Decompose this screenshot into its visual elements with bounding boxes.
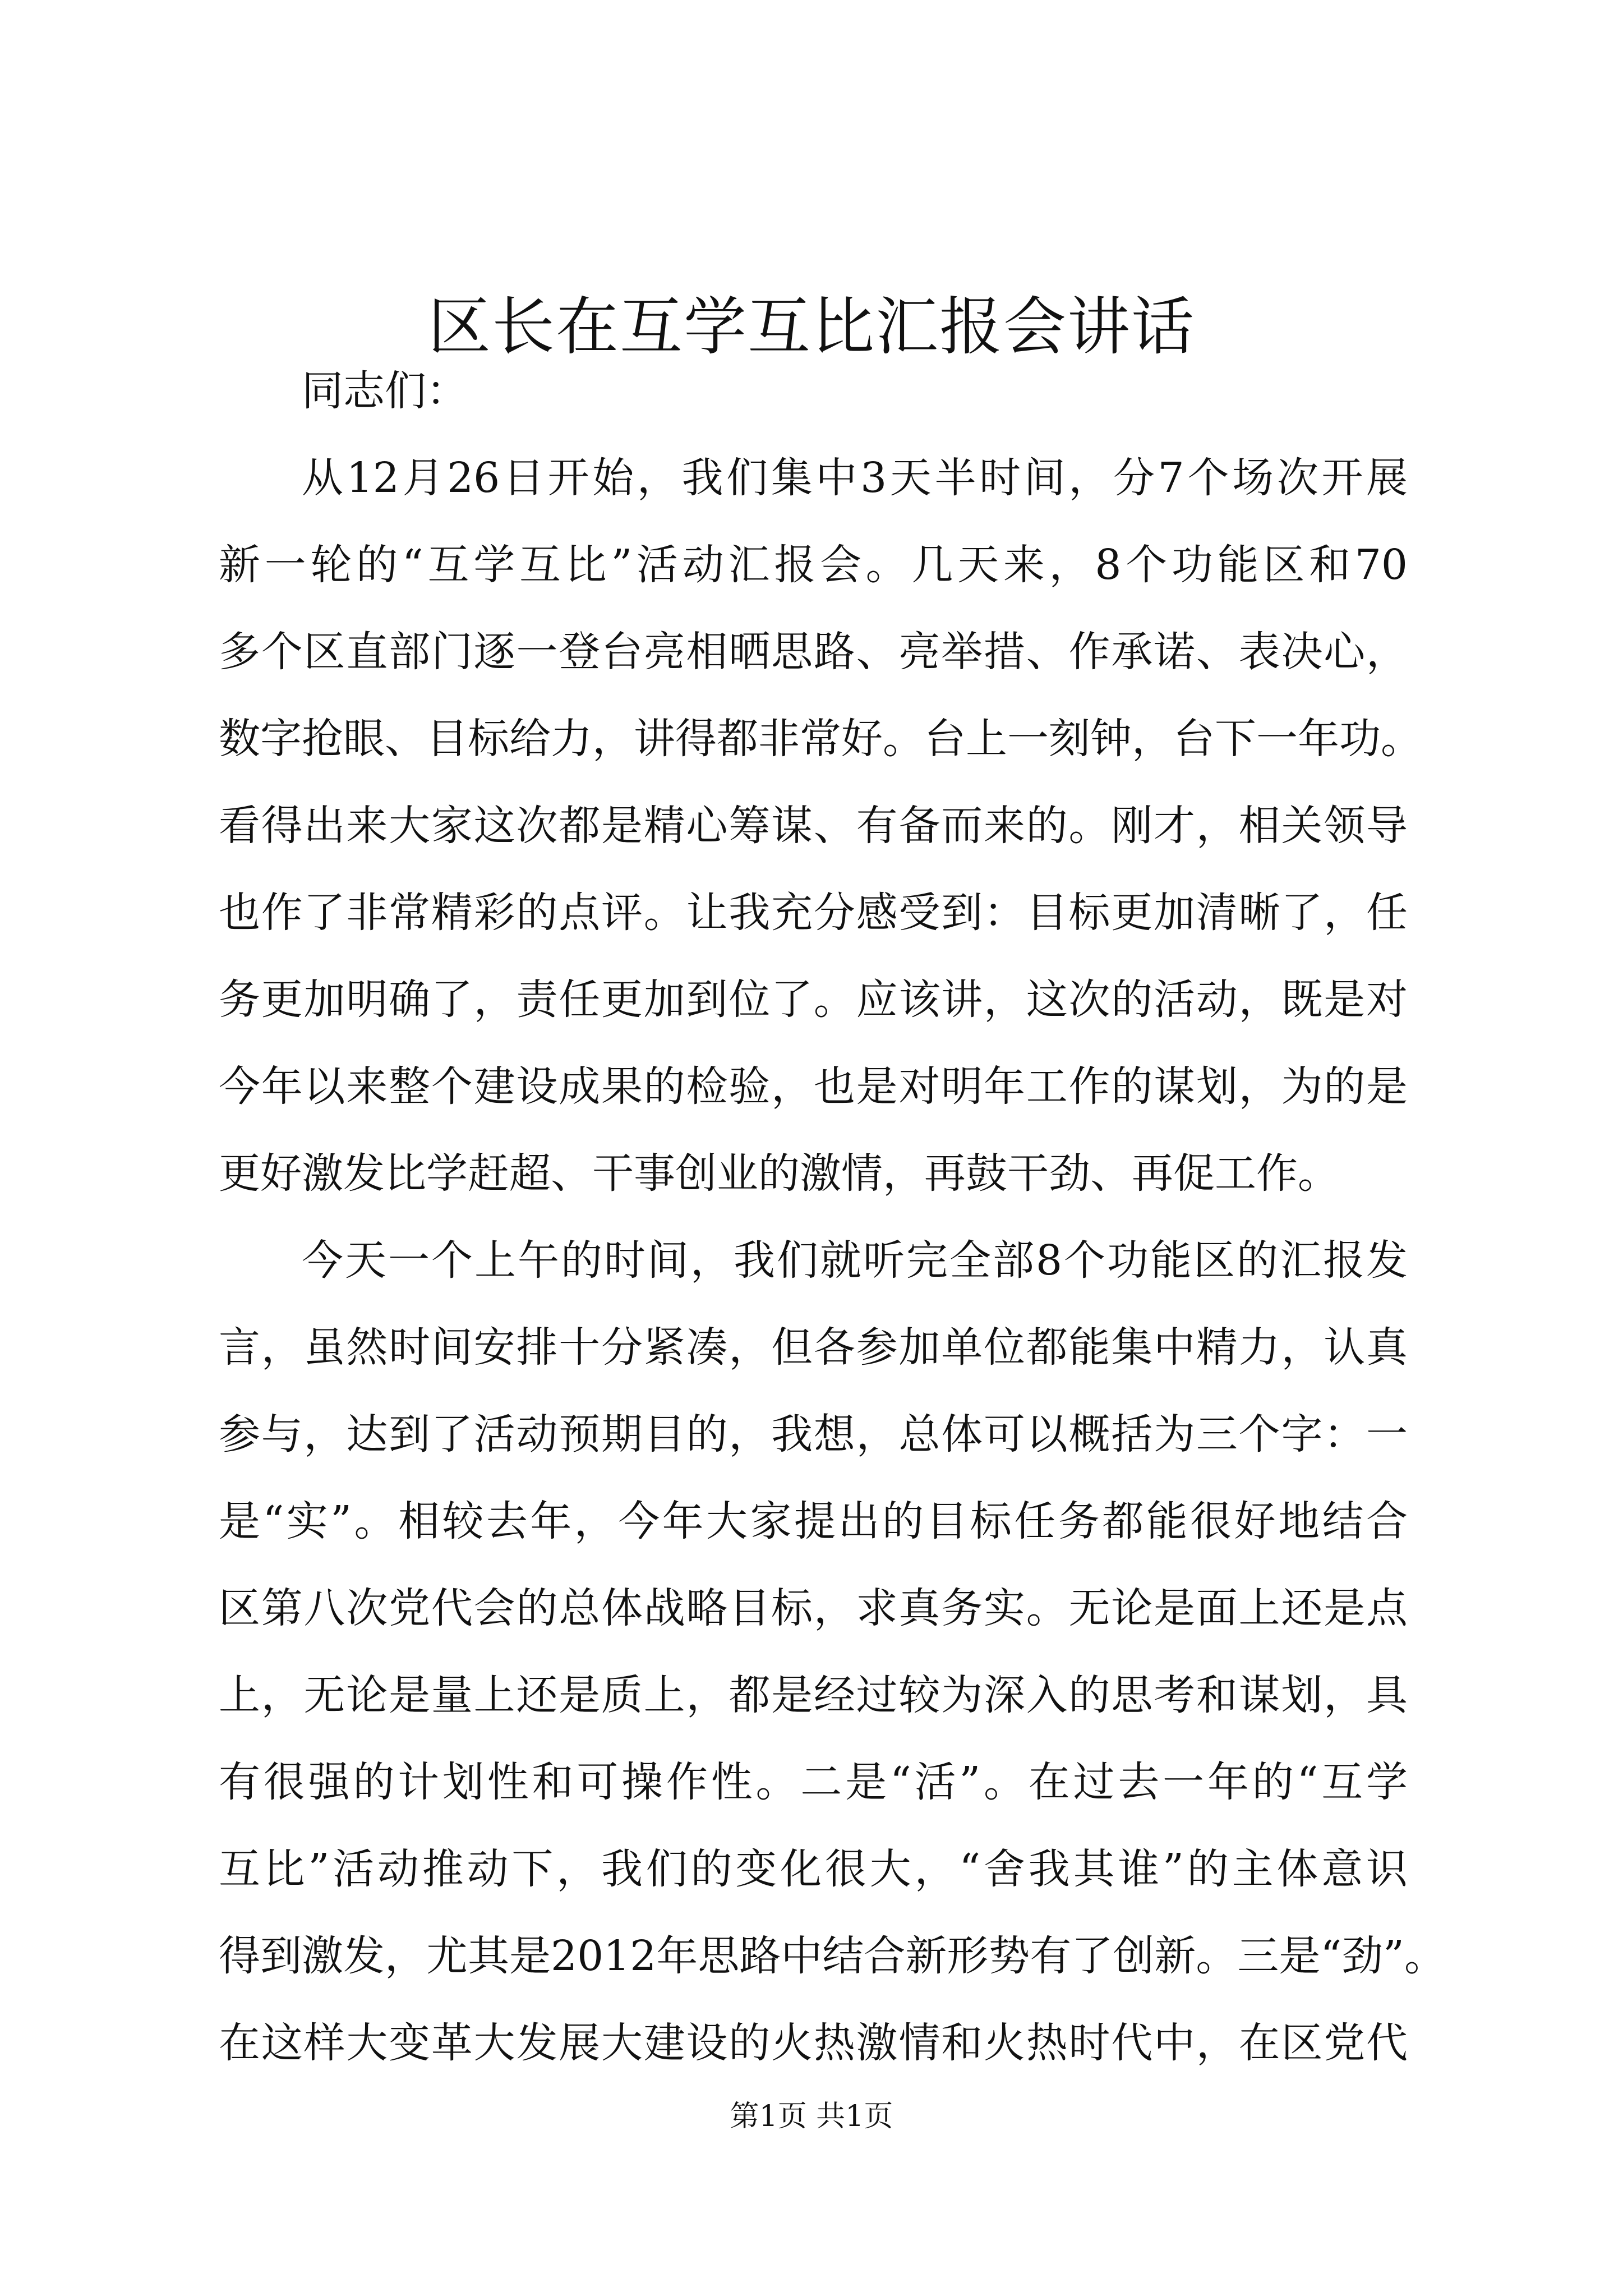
paragraph-1-line: 新一轮的“互学互比”活动汇报会。几天来，8个功能区和70 <box>219 541 1408 589</box>
salutation: 同志们： <box>302 367 468 415</box>
paragraph-2-line: 互比”活动推动下，我们的变化很大，“舍我其谁”的主体意识 <box>219 1845 1408 1893</box>
paragraph-2-line: 参与，达到了活动预期目的，我想，总体可以概括为三个字：一 <box>219 1410 1408 1458</box>
paragraph-2-line: 区第八次党代会的总体战略目标，求真务实。无论是面上还是点 <box>219 1584 1408 1632</box>
document-body <box>219 348 1446 2087</box>
paragraph-2-line: 言，虽然时间安排十分紧凑，但各参加单位都能集中精力，认真 <box>219 1323 1408 1372</box>
paragraph-2-line: 有很强的计划性和可操作性。二是“活”。在过去一年的“互学 <box>219 1758 1408 1806</box>
paragraph-2-line: 上，无论是量上还是质上，都是经过较为深入的思考和谋划，具 <box>219 1671 1408 1719</box>
paragraph-1-line: 更好激发比学赶超、干事创业的激情，再鼓干劲、再促工作。 <box>219 1149 1339 1198</box>
document-title: 区长在互学互比汇报会讲话 <box>428 291 1195 364</box>
paragraph-2-line: 今天一个上午的时间，我们就听完全部8个功能区的汇报发 <box>302 1236 1408 1285</box>
paragraph-2-line: 是“实”。相较去年，今年大家提出的目标任务都能很好地结合 <box>219 1497 1408 1545</box>
page-footer: 第1页 共1页 <box>730 2100 893 2133</box>
paragraph-2-line: 得到激发，尤其是2012年思路中结合新形势有了创新。三是“劲”。 <box>219 1932 1446 1980</box>
paragraph-1-line: 今年以来整个建设成果的检验，也是对明年工作的谋划，为的是 <box>219 1062 1408 1111</box>
paragraph-1-line: 务更加明确了，责任更加到位了。应该讲，这次的活动，既是对 <box>219 976 1408 1024</box>
paragraph-1-line: 也作了非常精彩的点评。让我充分感受到：目标更加清晰了，任 <box>219 889 1408 937</box>
paragraph-1-line: 从12月26日开始，我们集中3天半时间，分7个场次开展 <box>302 454 1408 502</box>
paragraph-1-line: 看得出来大家这次都是精心筹谋、有备而来的。刚才，相关领导 <box>219 802 1408 850</box>
paragraph-1-line: 数字抢眼、目标给力，讲得都非常好。台上一刻钟，台下一年功。 <box>219 715 1422 763</box>
paragraph-2-line: 在这样大变革大发展大建设的火热激情和火热时代中，在区党代 <box>219 2019 1408 2067</box>
paragraph-1-line: 多个区直部门逐一登台亮相晒思路、亮举措、作承诺、表决心， <box>219 628 1408 676</box>
